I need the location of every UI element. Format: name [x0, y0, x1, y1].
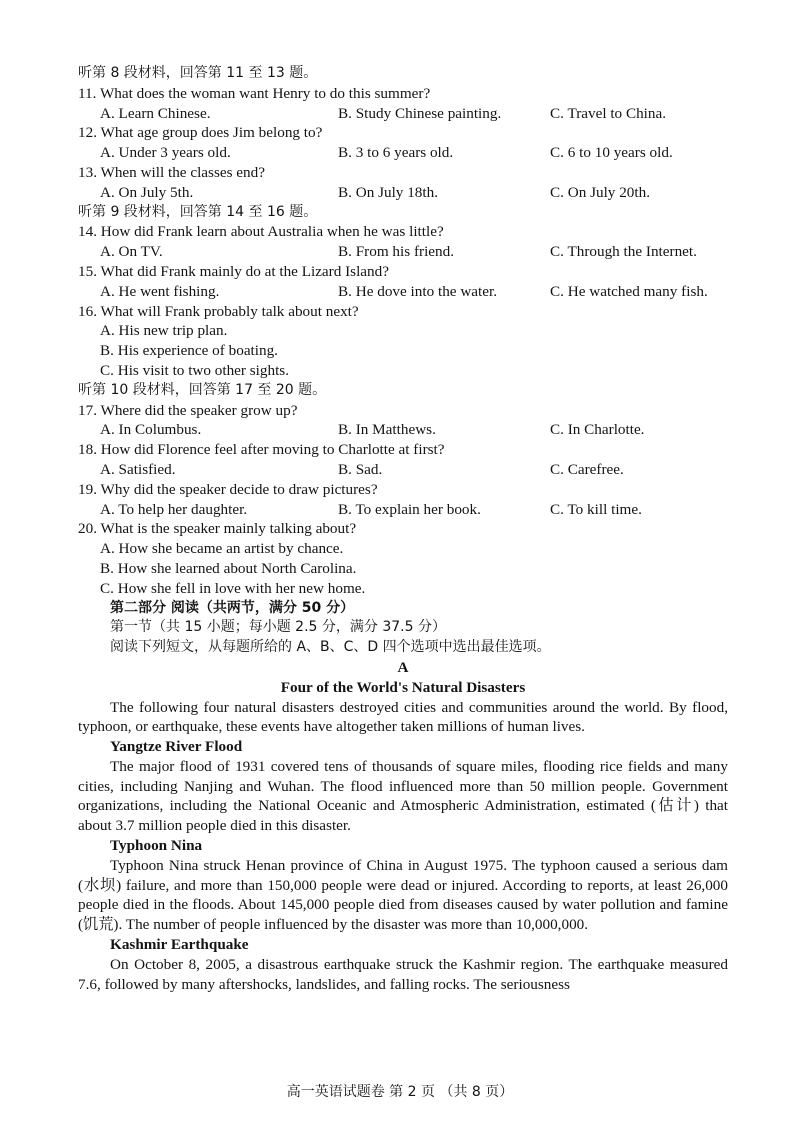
- section-8-header: 听第 8 段材料，回答第 11 至 13 题。: [78, 65, 318, 81]
- paragraph-nina: Typhoon Nina struck Henan province of China in August 1975. The typhoon caused a serious dam (水坝) failure, and more than 150,000 people were dead or injured. According to reports, at least 26,000 people died in the floods. About 145,000 people died from diseases caused by water pollution and famine (饥荒). The number of people influenced by the disaster was more than 10,000,000.: [78, 856, 728, 934]
- question-15-stem: 15. What did Frank mainly do at the Lizard Island?: [78, 262, 389, 280]
- question-20-stem: 20. What is the speaker mainly talking about?: [78, 520, 357, 538]
- paragraph-yangtze: The major flood of 1931 covered tens of thousands of square miles, flooding rice fields and many cities, including Nanjing and Wuhan. The flood influenced more than 50 million people. Government organizations, including the National Oceanic and Atmospheric Administration, estimated (估计) that about 3.7 million people died in this disaster.: [78, 757, 728, 835]
- option-c: C. To kill time.: [550, 500, 642, 518]
- question-14-options: [78, 242, 728, 262]
- passage-title: Four of the World's Natural Disasters: [280, 678, 526, 696]
- question-18-options: [78, 460, 728, 480]
- option-c: C. Travel to China.: [550, 104, 667, 122]
- section-1-title: 第一节（共 15 小题；每小题 2.5 分，满分 37.5 分）: [110, 619, 446, 636]
- option-b: B. On July 18th.: [338, 183, 438, 201]
- option-a: A. He went fishing.: [100, 282, 220, 300]
- option-b: B. To explain her book.: [338, 500, 481, 518]
- option-c: C. How she fell in love with her new home.: [100, 579, 366, 597]
- page-content: [78, 64, 728, 994]
- option-b: B. From his friend.: [338, 243, 455, 261]
- part-2-title: 第二部分 阅读（共两节，满分 50 分）: [110, 599, 355, 616]
- option-c: C. 6 to 10 years old.: [550, 144, 673, 162]
- question-11-options: [78, 104, 728, 124]
- option-a: A. Learn Chinese.: [100, 104, 211, 122]
- option-c: C. Through the Internet.: [550, 243, 697, 261]
- passage-intro: The following four natural disasters destroyed cities and communities around the world. By flood, typhoon, or earthquake, these events have altogether taken millions of human lives.: [78, 698, 728, 736]
- question-19-stem: 19. Why did the speaker decide to draw pictures?: [78, 480, 378, 498]
- subheading-kashmir: Kashmir Earthquake: [110, 936, 249, 954]
- option-a: A. On July 5th.: [100, 183, 194, 201]
- question-16-stem: 16. What will Frank probably talk about next?: [78, 302, 359, 320]
- option-a: A. To help her daughter.: [100, 500, 248, 518]
- page-footer: 高一英语试题卷 第 2 页 （共 8 页）: [286, 1084, 514, 1100]
- option-a: A. On TV.: [100, 243, 163, 261]
- option-b: B. Sad.: [338, 460, 383, 478]
- option-a: A. Under 3 years old.: [100, 144, 231, 162]
- question-11-stem: 11. What does the woman want Henry to do this summer?: [78, 84, 431, 102]
- question-15-options: [78, 282, 728, 302]
- option-c: C. In Charlotte.: [550, 421, 645, 439]
- option-c: C. He watched many fish.: [550, 282, 708, 300]
- question-13-options: [78, 183, 728, 203]
- question-14-stem: 14. How did Frank learn about Australia when he was little?: [78, 223, 444, 241]
- option-a: A. Satisfied.: [100, 460, 176, 478]
- passage-letter: A: [397, 658, 409, 676]
- question-19-options: [78, 500, 728, 520]
- option-b: B. His experience of boating.: [100, 342, 278, 360]
- question-13-stem: 13. When will the classes end?: [78, 163, 265, 181]
- option-a: A. In Columbus.: [100, 421, 202, 439]
- reading-instructions: 阅读下列短文，从每题所给的 A、B、C、D 四个选项中选出最佳选项。: [110, 639, 551, 656]
- section-9-header: 听第 9 段材料，回答第 14 至 16 题。: [78, 203, 318, 220]
- question-12-options: [78, 143, 728, 163]
- option-b: B. Study Chinese painting.: [338, 104, 502, 122]
- option-b: B. In Matthews.: [338, 421, 436, 439]
- option-c: C. His visit to two other sights.: [100, 361, 290, 379]
- option-b: B. 3 to 6 years old.: [338, 144, 454, 162]
- question-12-stem: 12. What age group does Jim belong to?: [78, 124, 323, 142]
- question-17-stem: 17. Where did the speaker grow up?: [78, 401, 298, 419]
- subheading-nina: Typhoon Nina: [110, 837, 203, 855]
- option-c: C. Carefree.: [550, 460, 624, 478]
- option-a: A. How she became an artist by chance.: [100, 540, 344, 558]
- subheading-yangtze: Yangtze River Flood: [110, 738, 243, 756]
- option-a: A. His new trip plan.: [100, 322, 228, 340]
- question-17-options: [78, 420, 728, 440]
- section-10-header: 听第 10 段材料，回答第 17 至 20 题。: [78, 381, 327, 398]
- paragraph-kashmir: On October 8, 2005, a disastrous earthquake struck the Kashmir region. The earthquake measured 7.6, followed by many aftershocks, landslides, and falling rocks. The seriousness: [78, 955, 728, 993]
- question-18-stem: 18. How did Florence feel after moving to Charlotte at first?: [78, 441, 445, 459]
- option-c: C. On July 20th.: [550, 183, 650, 201]
- option-b: B. How she learned about North Carolina.: [100, 559, 357, 577]
- option-b: B. He dove into the water.: [338, 282, 498, 300]
